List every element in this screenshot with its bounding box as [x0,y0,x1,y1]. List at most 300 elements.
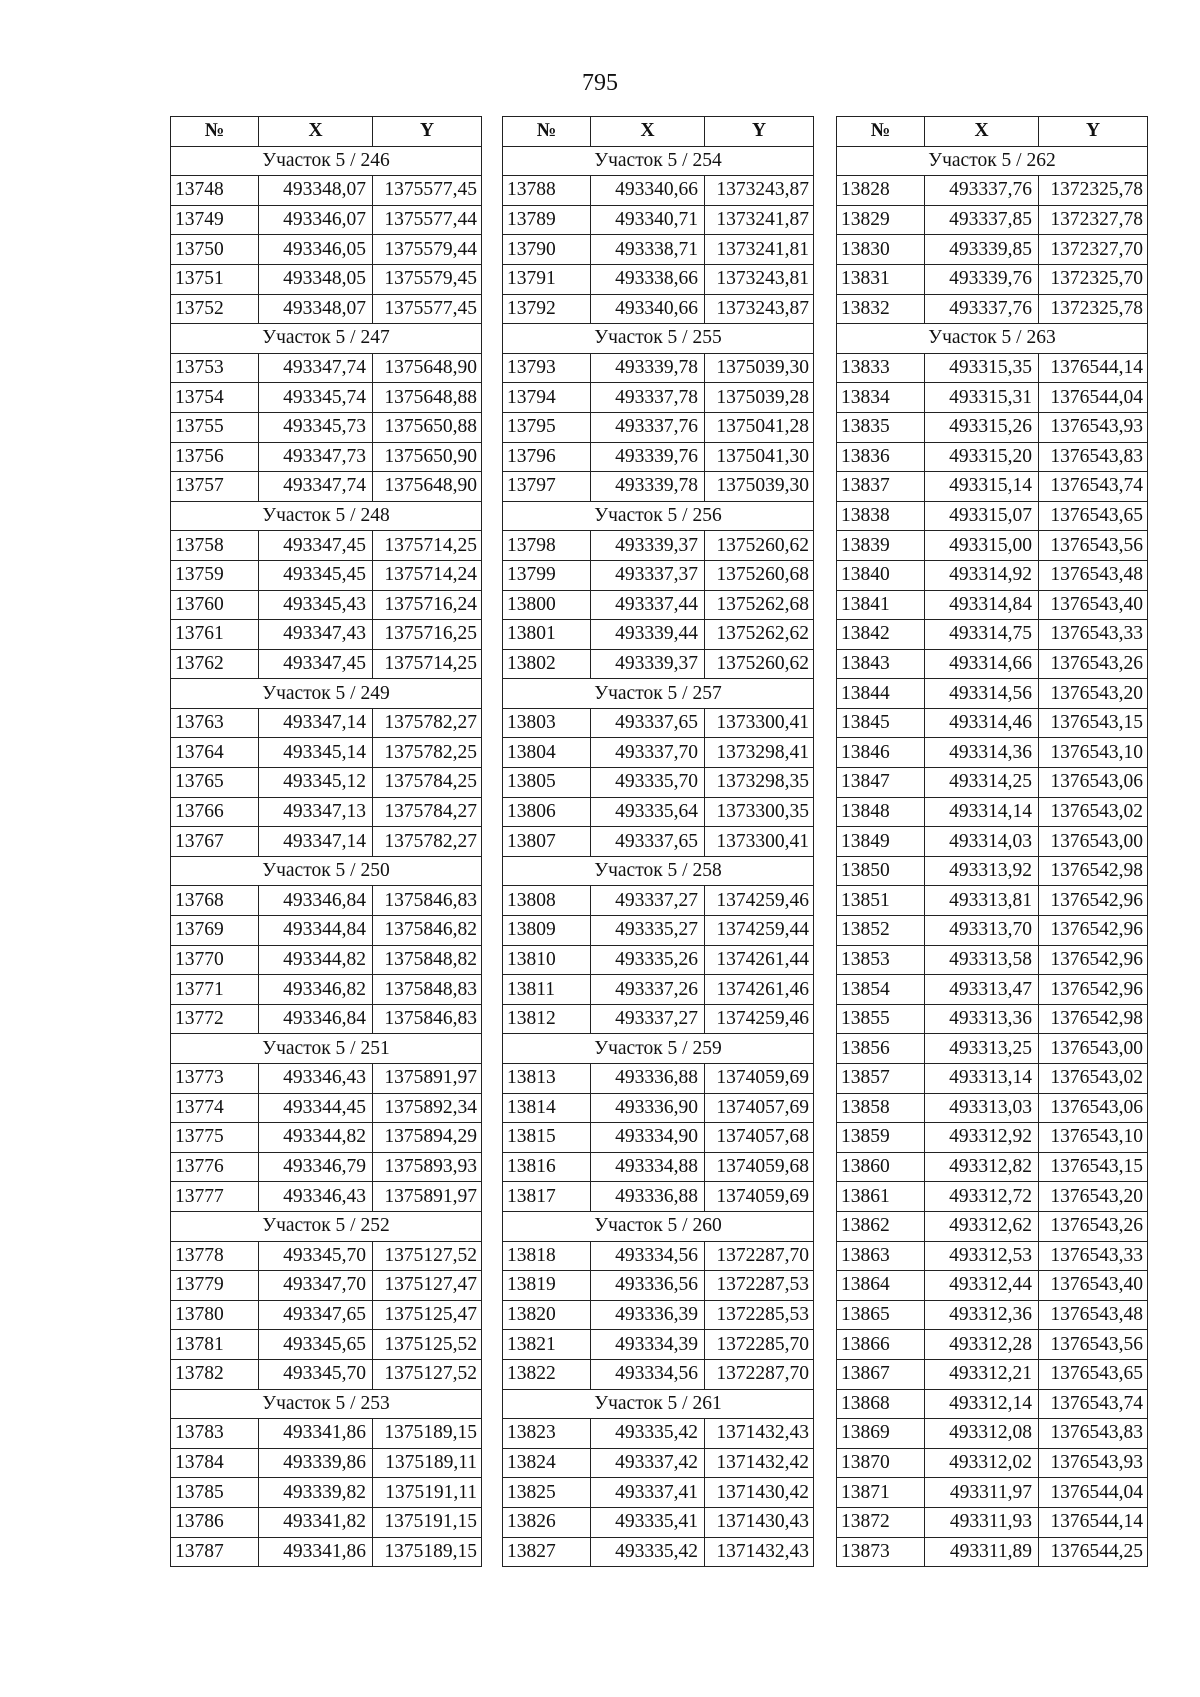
point-number-cell: 13871 [837,1478,925,1508]
table-row [503,294,814,324]
table-row [171,383,482,413]
table-row [171,1241,482,1271]
header-x: X [591,117,705,147]
header-x: X [259,117,373,147]
y-coordinate-cell: 1374057,68 [705,1123,814,1153]
x-coordinate-cell: 493348,07 [259,294,373,324]
y-coordinate-cell: 1375579,44 [373,235,482,265]
table-row [503,1419,814,1449]
table-row [503,442,814,472]
x-coordinate-cell: 493314,56 [925,679,1039,709]
point-number-cell: 13867 [837,1359,925,1389]
table-row [837,1271,1148,1301]
point-number-cell: 13843 [837,649,925,679]
table-row [837,1004,1148,1034]
point-number-cell: 13778 [171,1241,259,1271]
table-row [837,1123,1148,1153]
x-coordinate-cell: 493341,86 [259,1537,373,1567]
y-coordinate-cell: 1376543,56 [1039,1330,1148,1360]
y-coordinate-cell: 1375039,28 [705,383,814,413]
y-coordinate-cell: 1376544,25 [1039,1537,1148,1567]
point-number-cell: 13772 [171,1004,259,1034]
point-number-cell: 13813 [503,1064,591,1094]
y-coordinate-cell: 1375650,90 [373,442,482,472]
x-coordinate-cell: 493336,56 [591,1271,705,1301]
y-coordinate-cell: 1376544,04 [1039,383,1148,413]
x-coordinate-cell: 493345,70 [259,1241,373,1271]
x-coordinate-cell: 493315,00 [925,531,1039,561]
x-coordinate-cell: 493339,86 [259,1448,373,1478]
table-row [503,353,814,383]
x-coordinate-cell: 493347,73 [259,442,373,472]
table-row [503,235,814,265]
x-coordinate-cell: 493314,84 [925,590,1039,620]
y-coordinate-cell: 1376543,48 [1039,560,1148,590]
point-number-cell: 13831 [837,264,925,294]
x-coordinate-cell: 493312,44 [925,1271,1039,1301]
table-row [171,264,482,294]
y-coordinate-cell: 1375125,52 [373,1330,482,1360]
point-number-cell: 13845 [837,708,925,738]
x-coordinate-cell: 493315,35 [925,353,1039,383]
point-number-cell: 13870 [837,1448,925,1478]
table-row [837,1359,1148,1389]
point-number-cell: 13785 [171,1478,259,1508]
x-coordinate-cell: 493344,84 [259,916,373,946]
x-coordinate-cell: 493314,36 [925,738,1039,768]
y-coordinate-cell: 1375714,25 [373,531,482,561]
section-label: Участок 5 / 252 [171,1211,482,1241]
x-coordinate-cell: 493339,85 [925,235,1039,265]
point-number-cell: 13792 [503,294,591,324]
point-number-cell: 13830 [837,235,925,265]
table-row [837,1478,1148,1508]
y-coordinate-cell: 1374059,69 [705,1182,814,1212]
y-coordinate-cell: 1375127,52 [373,1359,482,1389]
point-number-cell: 13821 [503,1330,591,1360]
table-row [503,708,814,738]
table-row [837,264,1148,294]
table-row [837,560,1148,590]
y-coordinate-cell: 1376544,04 [1039,1478,1148,1508]
point-number-cell: 13823 [503,1419,591,1449]
x-coordinate-cell: 493313,70 [925,916,1039,946]
x-coordinate-cell: 493314,14 [925,797,1039,827]
point-number-cell: 13803 [503,708,591,738]
x-coordinate-cell: 493336,88 [591,1182,705,1212]
point-number-cell: 13824 [503,1448,591,1478]
table-row [171,708,482,738]
y-coordinate-cell: 1375041,28 [705,412,814,442]
point-number-cell: 13758 [171,531,259,561]
x-coordinate-cell: 493345,14 [259,738,373,768]
header-number: № [503,117,591,147]
table-row [503,916,814,946]
point-number-cell: 13755 [171,412,259,442]
point-number-cell: 13834 [837,383,925,413]
table-row [171,590,482,620]
x-coordinate-cell: 493313,58 [925,945,1039,975]
x-coordinate-cell: 493340,66 [591,294,705,324]
x-coordinate-cell: 493346,43 [259,1064,373,1094]
point-number-cell: 13842 [837,620,925,650]
x-coordinate-cell: 493334,56 [591,1241,705,1271]
point-number-cell: 13760 [171,590,259,620]
point-number-cell: 13812 [503,1004,591,1034]
y-coordinate-cell: 1375648,88 [373,383,482,413]
table-row [503,1152,814,1182]
x-coordinate-cell: 493337,78 [591,383,705,413]
table-row [837,383,1148,413]
table-row [837,856,1148,886]
x-coordinate-cell: 493337,26 [591,975,705,1005]
x-coordinate-cell: 493335,42 [591,1537,705,1567]
y-coordinate-cell: 1375650,88 [373,412,482,442]
y-coordinate-cell: 1376543,83 [1039,1419,1148,1449]
point-number-cell: 13765 [171,768,259,798]
x-coordinate-cell: 493312,72 [925,1182,1039,1212]
y-coordinate-cell: 1375891,97 [373,1182,482,1212]
point-number-cell: 13756 [171,442,259,472]
x-coordinate-cell: 493335,27 [591,916,705,946]
table-row [171,916,482,946]
table-header-row [171,117,482,147]
point-number-cell: 13852 [837,916,925,946]
table-row [503,264,814,294]
table-row [503,1537,814,1567]
y-coordinate-cell: 1375848,82 [373,945,482,975]
y-coordinate-cell: 1375262,62 [705,620,814,650]
table-row [837,1211,1148,1241]
section-label: Участок 5 / 253 [171,1389,482,1419]
point-number-cell: 13869 [837,1419,925,1449]
point-number-cell: 13789 [503,205,591,235]
y-coordinate-cell: 1376543,48 [1039,1300,1148,1330]
x-coordinate-cell: 493345,74 [259,383,373,413]
x-coordinate-cell: 493312,02 [925,1448,1039,1478]
table-row [503,412,814,442]
point-number-cell: 13777 [171,1182,259,1212]
section-row [171,1034,482,1064]
y-coordinate-cell: 1374259,46 [705,1004,814,1034]
y-coordinate-cell: 1375189,15 [373,1537,482,1567]
point-number-cell: 13847 [837,768,925,798]
table-row [837,827,1148,857]
x-coordinate-cell: 493346,43 [259,1182,373,1212]
y-coordinate-cell: 1375579,45 [373,264,482,294]
y-coordinate-cell: 1375782,27 [373,708,482,738]
table-row [503,1330,814,1360]
point-number-cell: 13751 [171,264,259,294]
point-number-cell: 13815 [503,1123,591,1153]
table-row [171,827,482,857]
table-row [837,472,1148,502]
point-number-cell: 13836 [837,442,925,472]
x-coordinate-cell: 493314,25 [925,768,1039,798]
x-coordinate-cell: 493334,90 [591,1123,705,1153]
table-row [837,1182,1148,1212]
y-coordinate-cell: 1373298,35 [705,768,814,798]
y-coordinate-cell: 1376543,40 [1039,590,1148,620]
x-coordinate-cell: 493311,93 [925,1507,1039,1537]
table-row [503,620,814,650]
y-coordinate-cell: 1373243,81 [705,264,814,294]
point-number-cell: 13809 [503,916,591,946]
y-coordinate-cell: 1375127,47 [373,1271,482,1301]
y-coordinate-cell: 1375714,24 [373,560,482,590]
table-row [503,827,814,857]
x-coordinate-cell: 493337,27 [591,1004,705,1034]
y-coordinate-cell: 1372325,78 [1039,176,1148,206]
y-coordinate-cell: 1376543,56 [1039,531,1148,561]
x-coordinate-cell: 493334,56 [591,1359,705,1389]
x-coordinate-cell: 493312,21 [925,1359,1039,1389]
x-coordinate-cell: 493347,45 [259,649,373,679]
y-coordinate-cell: 1374059,69 [705,1064,814,1094]
section-row [503,1034,814,1064]
table-row [503,945,814,975]
x-coordinate-cell: 493347,65 [259,1300,373,1330]
y-coordinate-cell: 1375125,47 [373,1300,482,1330]
y-coordinate-cell: 1372287,53 [705,1271,814,1301]
table-row [171,294,482,324]
x-coordinate-cell: 493314,66 [925,649,1039,679]
y-coordinate-cell: 1375041,30 [705,442,814,472]
y-coordinate-cell: 1375846,83 [373,886,482,916]
point-number-cell: 13748 [171,176,259,206]
point-number-cell: 13804 [503,738,591,768]
x-coordinate-cell: 493312,62 [925,1211,1039,1241]
section-label: Участок 5 / 261 [503,1389,814,1419]
point-number-cell: 13808 [503,886,591,916]
x-coordinate-cell: 493347,74 [259,353,373,383]
table-row [503,383,814,413]
y-coordinate-cell: 1376544,14 [1039,353,1148,383]
point-number-cell: 13838 [837,501,925,531]
section-row [171,146,482,176]
y-coordinate-cell: 1375716,24 [373,590,482,620]
x-coordinate-cell: 493335,26 [591,945,705,975]
x-coordinate-cell: 493339,37 [591,649,705,679]
y-coordinate-cell: 1374261,46 [705,975,814,1005]
point-number-cell: 13770 [171,945,259,975]
point-number-cell: 13833 [837,353,925,383]
section-row [503,324,814,354]
x-coordinate-cell: 493340,71 [591,205,705,235]
point-number-cell: 13860 [837,1152,925,1182]
point-number-cell: 13819 [503,1271,591,1301]
x-coordinate-cell: 493346,82 [259,975,373,1005]
y-coordinate-cell: 1372327,78 [1039,205,1148,235]
section-label: Участок 5 / 256 [503,501,814,531]
section-label: Участок 5 / 258 [503,856,814,886]
table-row [171,1152,482,1182]
table-row [171,649,482,679]
point-number-cell: 13849 [837,827,925,857]
table-row [503,1507,814,1537]
y-coordinate-cell: 1372285,53 [705,1300,814,1330]
section-label: Участок 5 / 255 [503,324,814,354]
y-coordinate-cell: 1375039,30 [705,472,814,502]
x-coordinate-cell: 493315,26 [925,412,1039,442]
header-y: Y [1039,117,1148,147]
table-row [837,886,1148,916]
point-number-cell: 13780 [171,1300,259,1330]
table-row [837,649,1148,679]
coordinates-table-middle [502,116,814,1567]
table-row [837,1152,1148,1182]
point-number-cell: 13863 [837,1241,925,1271]
table-row [503,886,814,916]
y-coordinate-cell: 1375893,93 [373,1152,482,1182]
table-row [171,1419,482,1449]
point-number-cell: 13848 [837,797,925,827]
y-coordinate-cell: 1373300,41 [705,708,814,738]
y-coordinate-cell: 1374261,44 [705,945,814,975]
point-number-cell: 13872 [837,1507,925,1537]
point-number-cell: 13835 [837,412,925,442]
point-number-cell: 13844 [837,679,925,709]
x-coordinate-cell: 493341,82 [259,1507,373,1537]
x-coordinate-cell: 493337,44 [591,590,705,620]
y-coordinate-cell: 1375846,83 [373,1004,482,1034]
section-row [837,324,1148,354]
table-row [171,176,482,206]
x-coordinate-cell: 493339,78 [591,472,705,502]
section-row [171,501,482,531]
section-row [503,501,814,531]
point-number-cell: 13839 [837,531,925,561]
x-coordinate-cell: 493337,76 [591,412,705,442]
point-number-cell: 13856 [837,1034,925,1064]
table-row [503,1448,814,1478]
x-coordinate-cell: 493341,86 [259,1419,373,1449]
y-coordinate-cell: 1375892,34 [373,1093,482,1123]
section-label: Участок 5 / 251 [171,1034,482,1064]
table-row [837,797,1148,827]
y-coordinate-cell: 1375714,25 [373,649,482,679]
point-number-cell: 13764 [171,738,259,768]
coordinates-table-right [836,116,1148,1567]
y-coordinate-cell: 1371430,42 [705,1478,814,1508]
x-coordinate-cell: 493336,39 [591,1300,705,1330]
y-coordinate-cell: 1375577,44 [373,205,482,235]
table-row [171,1478,482,1508]
x-coordinate-cell: 493347,45 [259,531,373,561]
x-coordinate-cell: 493335,42 [591,1419,705,1449]
y-coordinate-cell: 1375716,25 [373,620,482,650]
y-coordinate-cell: 1375782,27 [373,827,482,857]
x-coordinate-cell: 493345,12 [259,768,373,798]
point-number-cell: 13816 [503,1152,591,1182]
point-number-cell: 13761 [171,620,259,650]
y-coordinate-cell: 1376542,96 [1039,945,1148,975]
y-coordinate-cell: 1376542,96 [1039,916,1148,946]
x-coordinate-cell: 493337,85 [925,205,1039,235]
section-label: Участок 5 / 263 [837,324,1148,354]
y-coordinate-cell: 1375260,68 [705,560,814,590]
point-number-cell: 13793 [503,353,591,383]
y-coordinate-cell: 1371432,42 [705,1448,814,1478]
point-number-cell: 13859 [837,1123,925,1153]
y-coordinate-cell: 1371430,43 [705,1507,814,1537]
table-row [837,1419,1148,1449]
point-number-cell: 13873 [837,1537,925,1567]
y-coordinate-cell: 1375891,97 [373,1064,482,1094]
table-row [503,649,814,679]
table-row [837,205,1148,235]
y-coordinate-cell: 1376543,00 [1039,1034,1148,1064]
point-number-cell: 13822 [503,1359,591,1389]
y-coordinate-cell: 1374059,68 [705,1152,814,1182]
point-number-cell: 13799 [503,560,591,590]
y-coordinate-cell: 1375848,83 [373,975,482,1005]
y-coordinate-cell: 1375784,27 [373,797,482,827]
table-row [503,975,814,1005]
y-coordinate-cell: 1375260,62 [705,649,814,679]
table-row [171,1507,482,1537]
table-row [171,531,482,561]
section-row [171,1389,482,1419]
table-row [171,1359,482,1389]
x-coordinate-cell: 493335,70 [591,768,705,798]
point-number-cell: 13825 [503,1478,591,1508]
section-row [503,1211,814,1241]
x-coordinate-cell: 493313,47 [925,975,1039,1005]
y-coordinate-cell: 1371432,43 [705,1419,814,1449]
point-number-cell: 13786 [171,1507,259,1537]
x-coordinate-cell: 493312,08 [925,1419,1039,1449]
point-number-cell: 13773 [171,1064,259,1094]
point-number-cell: 13851 [837,886,925,916]
table-row [171,1330,482,1360]
table-row [503,797,814,827]
point-number-cell: 13796 [503,442,591,472]
table-row [503,738,814,768]
point-number-cell: 13840 [837,560,925,590]
x-coordinate-cell: 493347,43 [259,620,373,650]
table-row [837,1300,1148,1330]
x-coordinate-cell: 493313,03 [925,1093,1039,1123]
point-number-cell: 13749 [171,205,259,235]
y-coordinate-cell: 1375191,11 [373,1478,482,1508]
point-number-cell: 13820 [503,1300,591,1330]
point-number-cell: 13768 [171,886,259,916]
y-coordinate-cell: 1376543,20 [1039,679,1148,709]
table-row [171,1300,482,1330]
x-coordinate-cell: 493335,41 [591,1507,705,1537]
x-coordinate-cell: 493344,82 [259,945,373,975]
point-number-cell: 13837 [837,472,925,502]
x-coordinate-cell: 493311,97 [925,1478,1039,1508]
table-row [837,531,1148,561]
x-coordinate-cell: 493347,14 [259,708,373,738]
table-row [837,1241,1148,1271]
section-row [503,146,814,176]
x-coordinate-cell: 493337,65 [591,708,705,738]
table-row [503,176,814,206]
point-number-cell: 13752 [171,294,259,324]
y-coordinate-cell: 1372325,78 [1039,294,1148,324]
table-row [171,1182,482,1212]
table-row [503,590,814,620]
table-row [503,768,814,798]
x-coordinate-cell: 493339,44 [591,620,705,650]
table-row [837,975,1148,1005]
table-row [171,1271,482,1301]
y-coordinate-cell: 1376543,83 [1039,442,1148,472]
y-coordinate-cell: 1376544,14 [1039,1507,1148,1537]
